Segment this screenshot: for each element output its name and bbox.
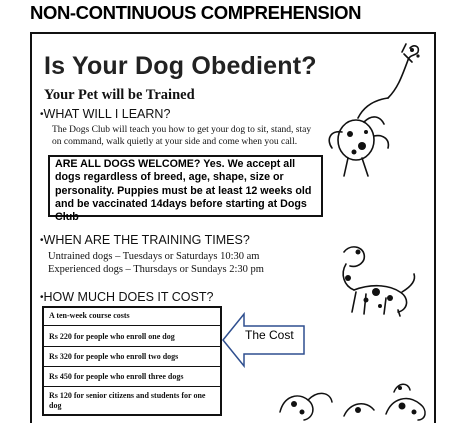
spotted-dog-icon (320, 240, 420, 320)
times-heading-text: WHEN ARE THE TRAINING TIMES? (43, 233, 250, 247)
cost-divider (44, 346, 220, 347)
cost-heading (40, 290, 213, 304)
cost-heading-text: HOW MUCH DOES IT COST? (43, 290, 214, 304)
cost-divider (44, 325, 220, 326)
schedule-experienced: Experienced dogs – Thursdays or Sundays 2:30 pm (48, 264, 264, 275)
cost-table (42, 306, 222, 416)
flyer-title: Is Your Dog Obedient? (44, 52, 317, 80)
cost-row: Rs 450 for people who enroll three dogs (49, 372, 184, 381)
page-heading: NON-CONTINUOUS COMPREHENSION (30, 2, 362, 23)
flyer-subtitle: Your Pet will be Trained (44, 87, 195, 103)
times-heading (40, 233, 250, 247)
cost-row: A ten-week course costs (49, 311, 130, 320)
cost-divider (44, 386, 220, 387)
learn-heading-text: WHAT WILL I LEARN? (43, 107, 171, 121)
cost-row: Rs 320 for people who enroll two dogs (49, 352, 179, 361)
arrow-label: The Cost (245, 328, 294, 342)
welcome-box (48, 155, 323, 224)
welcome-text: ARE ALL DOGS WELCOME? Yes. We accept all dogs regardless of breed, age, shape, size or personality. Puppies must be at least 12 weeks old and be vaccinated 14days before starting at Dogs Club (55, 158, 312, 224)
bullet: • (40, 235, 44, 246)
dog-on-leash-icon (318, 40, 430, 190)
bullet: • (40, 292, 44, 303)
learn-heading (40, 107, 170, 121)
cost-divider (44, 366, 220, 367)
learn-text: The Dogs Club will teach you how to get your dog to sit, stand, stay on command, walk quietly at your side and come when you call. (52, 125, 312, 147)
schedule-untrained: Untrained dogs – Tuesdays or Saturdays 10:30 am (48, 251, 260, 262)
cost-row: Rs 220 for people who enroll one dog (49, 332, 175, 341)
bullet: • (40, 109, 44, 120)
cost-row: Rs 120 for senior citizens and students for one dog (49, 391, 206, 410)
dogs-playing-icon (274, 372, 432, 422)
